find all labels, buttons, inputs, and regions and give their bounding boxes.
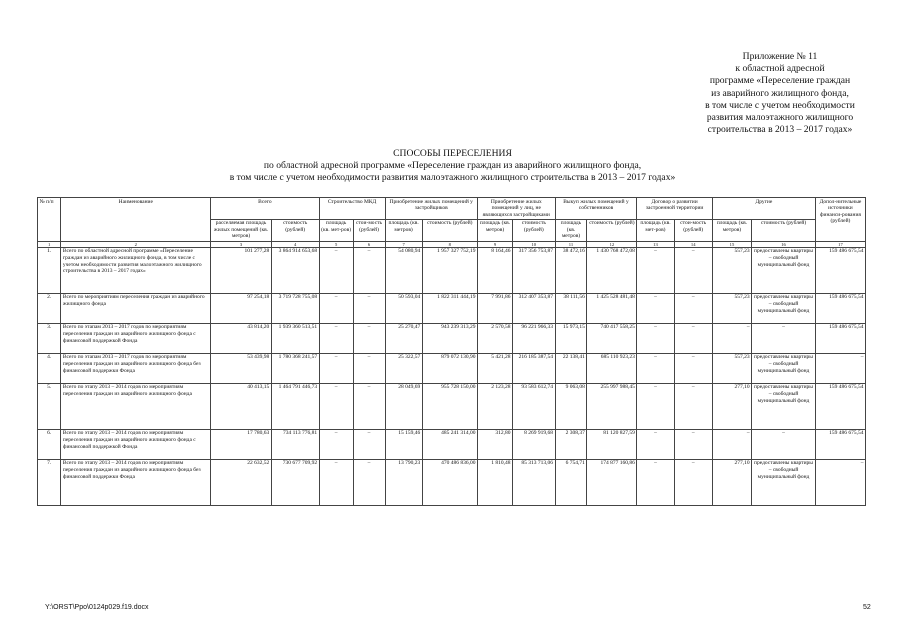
ran-area: 9 063,08 bbox=[555, 383, 587, 429]
other-cost: предоставлены квартиры – свободный муниципальный фонд bbox=[752, 293, 816, 323]
appendix-line: в том числе с учетом необходимости bbox=[705, 99, 855, 111]
total-cost: 1 939 360 513,51 bbox=[271, 323, 319, 353]
other-cost: предоставлены квартиры – свободный муниципальный фонд bbox=[752, 353, 816, 383]
row-name: Всего по областной адресной программе «Переселение граждан из аварийного жилищного фонда, в том числе с учетом необходимости развития малоэтажного жилищного строительства в 2013 – 2017 годах» bbox=[61, 247, 211, 293]
ran-area: 22 138,41 bbox=[555, 353, 587, 383]
other-area: 557,23 bbox=[712, 353, 751, 383]
dev-area: 13 790,23 bbox=[385, 459, 422, 505]
oth-area: 2 570,58 bbox=[477, 323, 512, 353]
col-number: 13 bbox=[637, 241, 674, 247]
header-buy-other: Приобретение жилых помещений у лиц, не являющихся застройщиками bbox=[477, 198, 555, 220]
table-row bbox=[38, 293, 866, 323]
row-number: 7. bbox=[38, 459, 61, 505]
dev-area: 28 049,69 bbox=[385, 383, 422, 429]
col-number: 9 bbox=[477, 241, 512, 247]
appendix-line: развития малоэтажного жилищного bbox=[706, 112, 854, 124]
oth-cost: 317 356 753,87 bbox=[513, 247, 556, 293]
appendix-line: программе «Переселение граждан bbox=[709, 75, 851, 87]
total-area: 97 254,18 bbox=[211, 293, 272, 323]
con-area: – bbox=[637, 383, 674, 429]
ran-cost: 255 997 988,45 bbox=[587, 383, 637, 429]
con-area: – bbox=[637, 323, 674, 353]
mkd-cost: – bbox=[353, 383, 385, 429]
row-name: Всего по этапу 2013 – 2014 годов по мероприятиям переселения граждан из аварийного жилищного фонда bbox=[61, 383, 211, 429]
dev-cost: 1 822 311 444,19 bbox=[422, 293, 477, 323]
title-line-2: в том числе с учетом необходимости развития малоэтажного жилищного строительства в 2013 – 2017 годах» bbox=[229, 172, 676, 183]
header-row-1 bbox=[38, 198, 866, 220]
con-area: – bbox=[637, 353, 674, 383]
con-cost: – bbox=[674, 353, 712, 383]
oth-area: 5 421,28 bbox=[477, 353, 512, 383]
mkd-cost: – bbox=[353, 247, 385, 293]
header-mkd: Строительство МКД bbox=[319, 198, 385, 220]
oth-cost: 96 221 966,33 bbox=[513, 323, 556, 353]
row-name: Всего по этапу 2013 – 2014 годов по мероприятиям переселения граждан из аварийного жилищного фонда с финансовой поддержкой Фонда bbox=[61, 429, 211, 459]
other-area: 557,23 bbox=[712, 247, 751, 293]
mkd-area: – bbox=[319, 459, 353, 505]
mkd-area: – bbox=[319, 383, 353, 429]
total-area: 43 814,20 bbox=[211, 323, 272, 353]
mkd-area: – bbox=[319, 247, 353, 293]
col-number: 14 bbox=[674, 241, 712, 247]
oth-cost: 85 313 713,06 bbox=[513, 459, 556, 505]
dev-cost: 879 072 130,90 bbox=[422, 353, 477, 383]
oth-cost: 312 407 353,87 bbox=[513, 293, 556, 323]
ran-area: 6 754,71 bbox=[555, 459, 587, 505]
table-row bbox=[38, 429, 866, 459]
header-oth-area: площадь (кв. метров) bbox=[477, 219, 512, 241]
header-dev-area: площадь (кв. метров) bbox=[385, 219, 422, 241]
extra-sources: 159 486 675,54 bbox=[815, 293, 865, 323]
header-mkd-area: площадь (кв. мет-ров) bbox=[319, 219, 353, 241]
other-area: 557,23 bbox=[712, 293, 751, 323]
col-number: 17 bbox=[815, 241, 865, 247]
header-o-area: площадь (кв. метров) bbox=[712, 219, 751, 241]
row-number: 2. bbox=[38, 293, 61, 323]
oth-area: 1 810,48 bbox=[477, 459, 512, 505]
footer-file-path: Y:\ORST\Ppo\0124p029.f19.docx bbox=[45, 604, 149, 611]
table-row bbox=[38, 323, 866, 353]
header-contract: Договор о развитии застроенной территории bbox=[637, 198, 712, 220]
con-cost: – bbox=[674, 429, 712, 459]
con-area: – bbox=[637, 429, 674, 459]
mkd-cost: – bbox=[353, 323, 385, 353]
header-total-area: расселяемая площадь жилых помещений (кв. метров) bbox=[211, 219, 272, 241]
header-ransom: Выкуп жилых помещений у собственников bbox=[555, 198, 637, 220]
header-con-cost: стои-мость (рублей) bbox=[674, 219, 712, 241]
oth-cost: 93 583 612,74 bbox=[513, 383, 556, 429]
appendix-line: из аварийного жилищного фонда, bbox=[711, 87, 849, 99]
header-mkd-cost: стои-мость (рублей) bbox=[353, 219, 385, 241]
other-area: – bbox=[712, 429, 751, 459]
other-cost: предоставлены квартиры – свободный муниципальный фонд bbox=[752, 247, 816, 293]
extra-sources: 159 486 675,54 bbox=[815, 383, 865, 429]
mkd-area: – bbox=[319, 293, 353, 323]
ran-area: 2 308,37 bbox=[555, 429, 587, 459]
row-number: 5. bbox=[38, 383, 61, 429]
total-area: 22 632,52 bbox=[211, 459, 272, 505]
oth-area: 8 164,46 bbox=[477, 247, 512, 293]
ran-area: 38 472,16 bbox=[555, 247, 587, 293]
total-area: 101 277,28 bbox=[211, 247, 272, 293]
extra-sources: 159 486 675,54 bbox=[815, 247, 865, 293]
other-cost: – bbox=[752, 429, 816, 459]
col-number: 3 bbox=[211, 241, 272, 247]
ran-area: 15 973,15 bbox=[555, 323, 587, 353]
document-title bbox=[40, 148, 865, 184]
row-name: Всего по этапу 2013 – 2014 годов по мероприятиям переселения граждан из аварийного жилищного фонда без финансовой поддержки Фонда bbox=[61, 459, 211, 505]
con-area: – bbox=[637, 459, 674, 505]
header-ran-area: площадь (кв. метров) bbox=[555, 219, 587, 241]
dev-area: 25 270,47 bbox=[385, 323, 422, 353]
other-area: 277,10 bbox=[712, 383, 751, 429]
ran-cost: 740 417 558,25 bbox=[587, 323, 637, 353]
ran-cost: 1 430 768 472,08 bbox=[587, 247, 637, 293]
oth-area: 7 991,86 bbox=[477, 293, 512, 323]
other-cost: – bbox=[752, 323, 816, 353]
col-number: 4 bbox=[271, 241, 319, 247]
row-name: Всего по мероприятиям переселения граждан из аварийного жилищного фонда bbox=[61, 293, 211, 323]
dev-area: 54 080,94 bbox=[385, 247, 422, 293]
other-cost: предоставлены квартиры – свободный муниципальный фонд bbox=[752, 383, 816, 429]
con-cost: – bbox=[674, 293, 712, 323]
ran-cost: 685 110 923,23 bbox=[587, 353, 637, 383]
mkd-cost: – bbox=[353, 429, 385, 459]
total-cost: 730 677 709,92 bbox=[271, 459, 319, 505]
con-cost: – bbox=[674, 323, 712, 353]
other-cost: предоставлены квартиры – свободный муниципальный фонд bbox=[752, 459, 816, 505]
ran-cost: 1 425 528 481,48 bbox=[587, 293, 637, 323]
col-number: 11 bbox=[555, 241, 587, 247]
col-number: 16 bbox=[752, 241, 816, 247]
dev-cost: 485 241 314,00 bbox=[422, 429, 477, 459]
title-heading: СПОСОБЫ ПЕРЕСЕЛЕНИЯ bbox=[393, 148, 512, 159]
con-area: – bbox=[637, 247, 674, 293]
table-row bbox=[38, 247, 866, 293]
row-name: Всего по этапам 2013 – 2017 годов по мероприятиям переселения граждан из аварийного жилищного фонда с финансовой поддержкой Фонда bbox=[61, 323, 211, 353]
col-number: 8 bbox=[422, 241, 477, 247]
col-number: 2 bbox=[61, 241, 211, 247]
oth-area: 312,80 bbox=[477, 429, 512, 459]
col-number: 6 bbox=[353, 241, 385, 247]
mkd-area: – bbox=[319, 353, 353, 383]
other-area: 277,10 bbox=[712, 459, 751, 505]
appendix-line: строительства в 2013 – 2017 годах» bbox=[707, 124, 853, 136]
header-total: Всего bbox=[211, 198, 319, 220]
appendix-header bbox=[690, 51, 870, 136]
total-cost: 3 864 914 653,68 bbox=[271, 247, 319, 293]
row-number: 6. bbox=[38, 429, 61, 459]
mkd-cost: – bbox=[353, 293, 385, 323]
dev-cost: 955 728 150,00 bbox=[422, 383, 477, 429]
header-o-cost: стоимость (рублей) bbox=[752, 219, 816, 241]
dev-area: 50 593,04 bbox=[385, 293, 422, 323]
ran-area: 38 111,56 bbox=[555, 293, 587, 323]
page-number: 52 bbox=[863, 604, 871, 611]
total-cost: 1 464 791 446,73 bbox=[271, 383, 319, 429]
mkd-cost: – bbox=[353, 459, 385, 505]
table-row bbox=[38, 353, 866, 383]
header-num: № п/п bbox=[38, 198, 61, 242]
ran-cost: 174 877 160,86 bbox=[587, 459, 637, 505]
oth-cost: 8 269 919,68 bbox=[513, 429, 556, 459]
col-number: 7 bbox=[385, 241, 422, 247]
col-number: 12 bbox=[587, 241, 637, 247]
total-cost: 1 780 368 241,57 bbox=[271, 353, 319, 383]
header-name: Наименование bbox=[61, 198, 211, 242]
dev-cost: 1 957 327 752,19 bbox=[422, 247, 477, 293]
header-oth-cost: стоимость (рублей) bbox=[513, 219, 556, 241]
col-number: 5 bbox=[319, 241, 353, 247]
con-cost: – bbox=[674, 383, 712, 429]
relocation-table bbox=[37, 197, 866, 506]
header-extra-sources: Допол-нительные источники финанси-рования (рублей) bbox=[815, 198, 865, 242]
dev-cost: 470 486 836,00 bbox=[422, 459, 477, 505]
appendix-line: Приложение № 11 bbox=[742, 51, 818, 62]
row-number: 4. bbox=[38, 353, 61, 383]
other-area: – bbox=[712, 323, 751, 353]
header-other: Другие bbox=[712, 198, 815, 220]
total-area: 53 439,98 bbox=[211, 353, 272, 383]
extra-sources: 159 486 675,54 bbox=[815, 323, 865, 353]
dev-area: 15 159,46 bbox=[385, 429, 422, 459]
dev-cost: 943 239 313,29 bbox=[422, 323, 477, 353]
header-buy-developers: Приобретение жилых помещений у застройщиков bbox=[385, 198, 477, 220]
dev-area: 25 322,57 bbox=[385, 353, 422, 383]
header-con-area: площадь (кв. мет-ров) bbox=[637, 219, 674, 241]
oth-area: 2 123,28 bbox=[477, 383, 512, 429]
table-row bbox=[38, 459, 866, 505]
ran-cost: 81 120 827,59 bbox=[587, 429, 637, 459]
total-area: 40 413,15 bbox=[211, 383, 272, 429]
table-row bbox=[38, 383, 866, 429]
col-number: 1 bbox=[38, 241, 61, 247]
extra-sources: – bbox=[815, 353, 865, 383]
con-area: – bbox=[637, 293, 674, 323]
oth-cost: 216 185 387,54 bbox=[513, 353, 556, 383]
total-cost: 3 719 728 755,08 bbox=[271, 293, 319, 323]
mkd-area: – bbox=[319, 429, 353, 459]
row-number: 1. bbox=[38, 247, 61, 293]
total-area: 17 780,63 bbox=[211, 429, 272, 459]
extra-sources: 159 486 675,54 bbox=[815, 429, 865, 459]
title-line-1: по областной адресной программе «Переселение граждан из аварийного жилищного фонда, bbox=[263, 160, 642, 171]
extra-sources: – bbox=[815, 459, 865, 505]
header-ran-cost: стоимость (рублей) bbox=[587, 219, 637, 241]
header-total-cost: стоимость (рублей) bbox=[271, 219, 319, 241]
total-cost: 734 113 776,81 bbox=[271, 429, 319, 459]
appendix-line: к областной адресной bbox=[735, 63, 825, 75]
col-number: 15 bbox=[712, 241, 751, 247]
row-name: Всего по этапам 2013 – 2017 годов по мероприятиям переселения граждан из аварийного жилищного фонда без финансовой поддержки Фонда bbox=[61, 353, 211, 383]
mkd-area: – bbox=[319, 323, 353, 353]
con-cost: – bbox=[674, 459, 712, 505]
row-number: 3. bbox=[38, 323, 61, 353]
con-cost: – bbox=[674, 247, 712, 293]
header-dev-cost: стоимость (рублей) bbox=[422, 219, 477, 241]
mkd-cost: – bbox=[353, 353, 385, 383]
col-number: 10 bbox=[513, 241, 556, 247]
